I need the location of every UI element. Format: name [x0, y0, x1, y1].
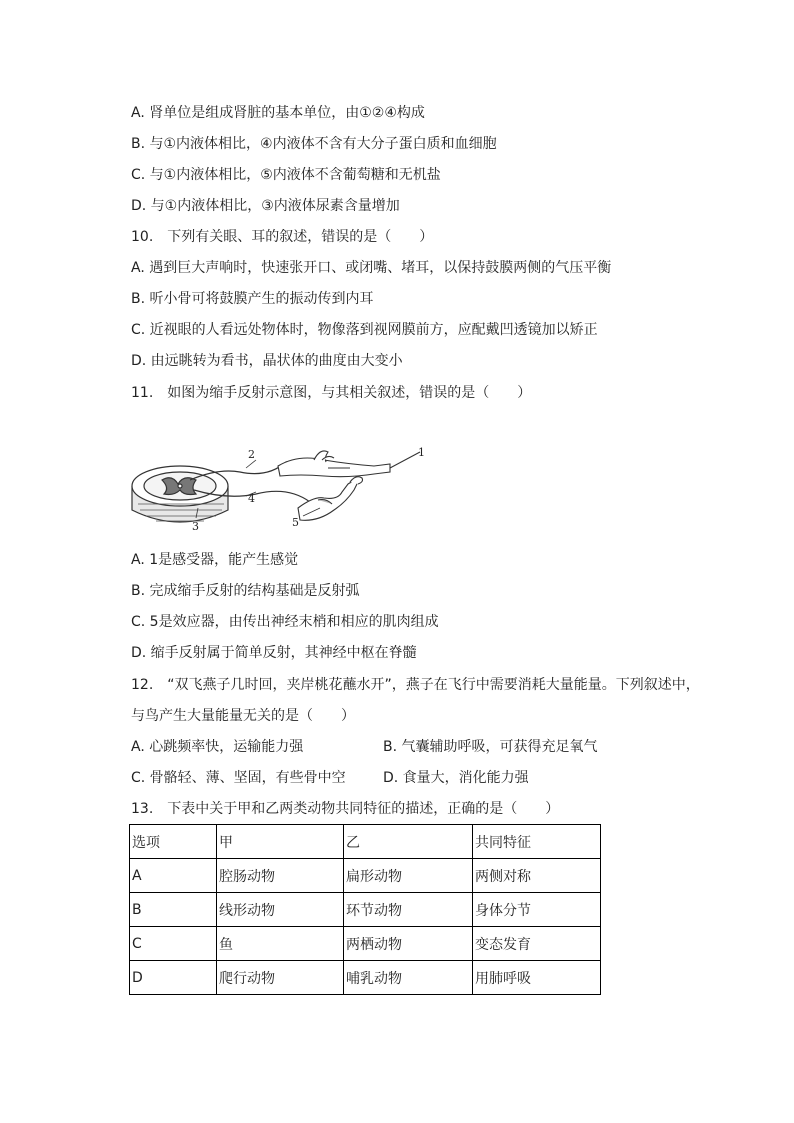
- animal-features-table: [129, 824, 601, 995]
- table-row: [130, 927, 601, 961]
- table-row: [130, 859, 601, 893]
- table-cell: 用肺呼吸: [473, 961, 601, 995]
- table-row: [130, 893, 601, 927]
- q9-option-b: B. 与①内液体相比，④内液体不含有大分子蛋白质和血细胞: [131, 136, 497, 152]
- table-cell: 线形动物: [217, 893, 344, 927]
- table-cell: 爬行动物: [217, 961, 344, 995]
- table-header-cell: 共同特征: [473, 825, 601, 859]
- table-cell: D: [130, 961, 217, 995]
- table-cell: 身体分节: [473, 893, 601, 927]
- table-cell: 两栖动物: [344, 927, 473, 961]
- reflex-arc-figure: [128, 438, 434, 538]
- figure-label-2: 2: [248, 448, 255, 461]
- q10-option-a: A. 遇到巨大声响时，快速张开口、或闭嘴、堵耳，以保持鼓膜两侧的气压平衡: [131, 260, 612, 276]
- q13-stem: 13. 下表中关于甲和乙两类动物共同特征的描述，正确的是（ ）: [131, 801, 560, 817]
- q12-stem-line2: 与鸟产生大量能量无关的是（ ）: [131, 708, 355, 724]
- table-cell: 腔肠动物: [217, 859, 344, 893]
- table-cell: 扁形动物: [344, 859, 473, 893]
- q12-option-d: D. 食量大，消化能力强: [383, 770, 529, 786]
- q10-option-b: B. 听小骨可将鼓膜产生的振动传到内耳: [131, 291, 374, 307]
- table-cell: 鱼: [217, 927, 344, 961]
- q10-stem: 10. 下列有关眼、耳的叙述，错误的是（ ）: [131, 229, 434, 245]
- figure-label-5: 5: [292, 516, 299, 529]
- q9-option-d: D. 与①内液体相比，③内液体尿素含量增加: [131, 198, 400, 214]
- q11-option-a: A. 1是感受器，能产生感觉: [131, 552, 299, 568]
- q10-option-c: C. 近视眼的人看远处物体时，物像落到视网膜前方，应配戴凹透镜加以矫正: [131, 322, 598, 338]
- table-cell: C: [130, 927, 217, 961]
- q10-option-d: D. 由远眺转为看书，晶状体的曲度由大变小: [131, 353, 403, 369]
- table-cell: B: [130, 893, 217, 927]
- arm-upper-drawing: [278, 451, 420, 477]
- table-cell: 两侧对称: [473, 859, 601, 893]
- table-row: [130, 961, 601, 995]
- table-header-cell: 选项: [130, 825, 217, 859]
- q12-option-b: B. 气囊辅助呼吸，可获得充足氧气: [383, 739, 598, 755]
- q11-option-c: C. 5是效应器，由传出神经末梢和相应的肌肉组成: [131, 614, 439, 630]
- q11-option-d: D. 缩手反射属于简单反射，其神经中枢在脊髓: [131, 645, 417, 661]
- table-cell: 变态发育: [473, 927, 601, 961]
- table-header-cell: 乙: [344, 825, 473, 859]
- table-cell: A: [130, 859, 217, 893]
- q11-stem: 11. 如图为缩手反射示意图，与其相关叙述，错误的是（ ）: [131, 385, 532, 401]
- table-header-row: [130, 825, 601, 859]
- q12-stem-line1: 12. “双飞燕子几时回，夹岸桃花蘸水开”，燕子在飞行中需要消耗大量能量。下列叙述中，: [131, 677, 700, 693]
- figure-label-4: 4: [248, 492, 255, 505]
- q9-option-a: A. 肾单位是组成肾脏的基本单位，由①②④构成: [131, 105, 425, 121]
- q12-option-c: C. 骨骼轻、薄、坚固，有些骨中空: [131, 770, 346, 786]
- q11-option-b: B. 完成缩手反射的结构基础是反射弧: [131, 583, 360, 599]
- figure-label-3: 3: [192, 520, 199, 533]
- figure-label-1: 1: [418, 446, 425, 459]
- table-header-cell: 甲: [217, 825, 344, 859]
- table-cell: 哺乳动物: [344, 961, 473, 995]
- q9-option-c: C. 与①内液体相比，⑤内液体不含葡萄糖和无机盐: [131, 167, 441, 183]
- table-cell: 环节动物: [344, 893, 473, 927]
- q12-option-a: A. 心跳频率快，运输能力强: [131, 739, 304, 755]
